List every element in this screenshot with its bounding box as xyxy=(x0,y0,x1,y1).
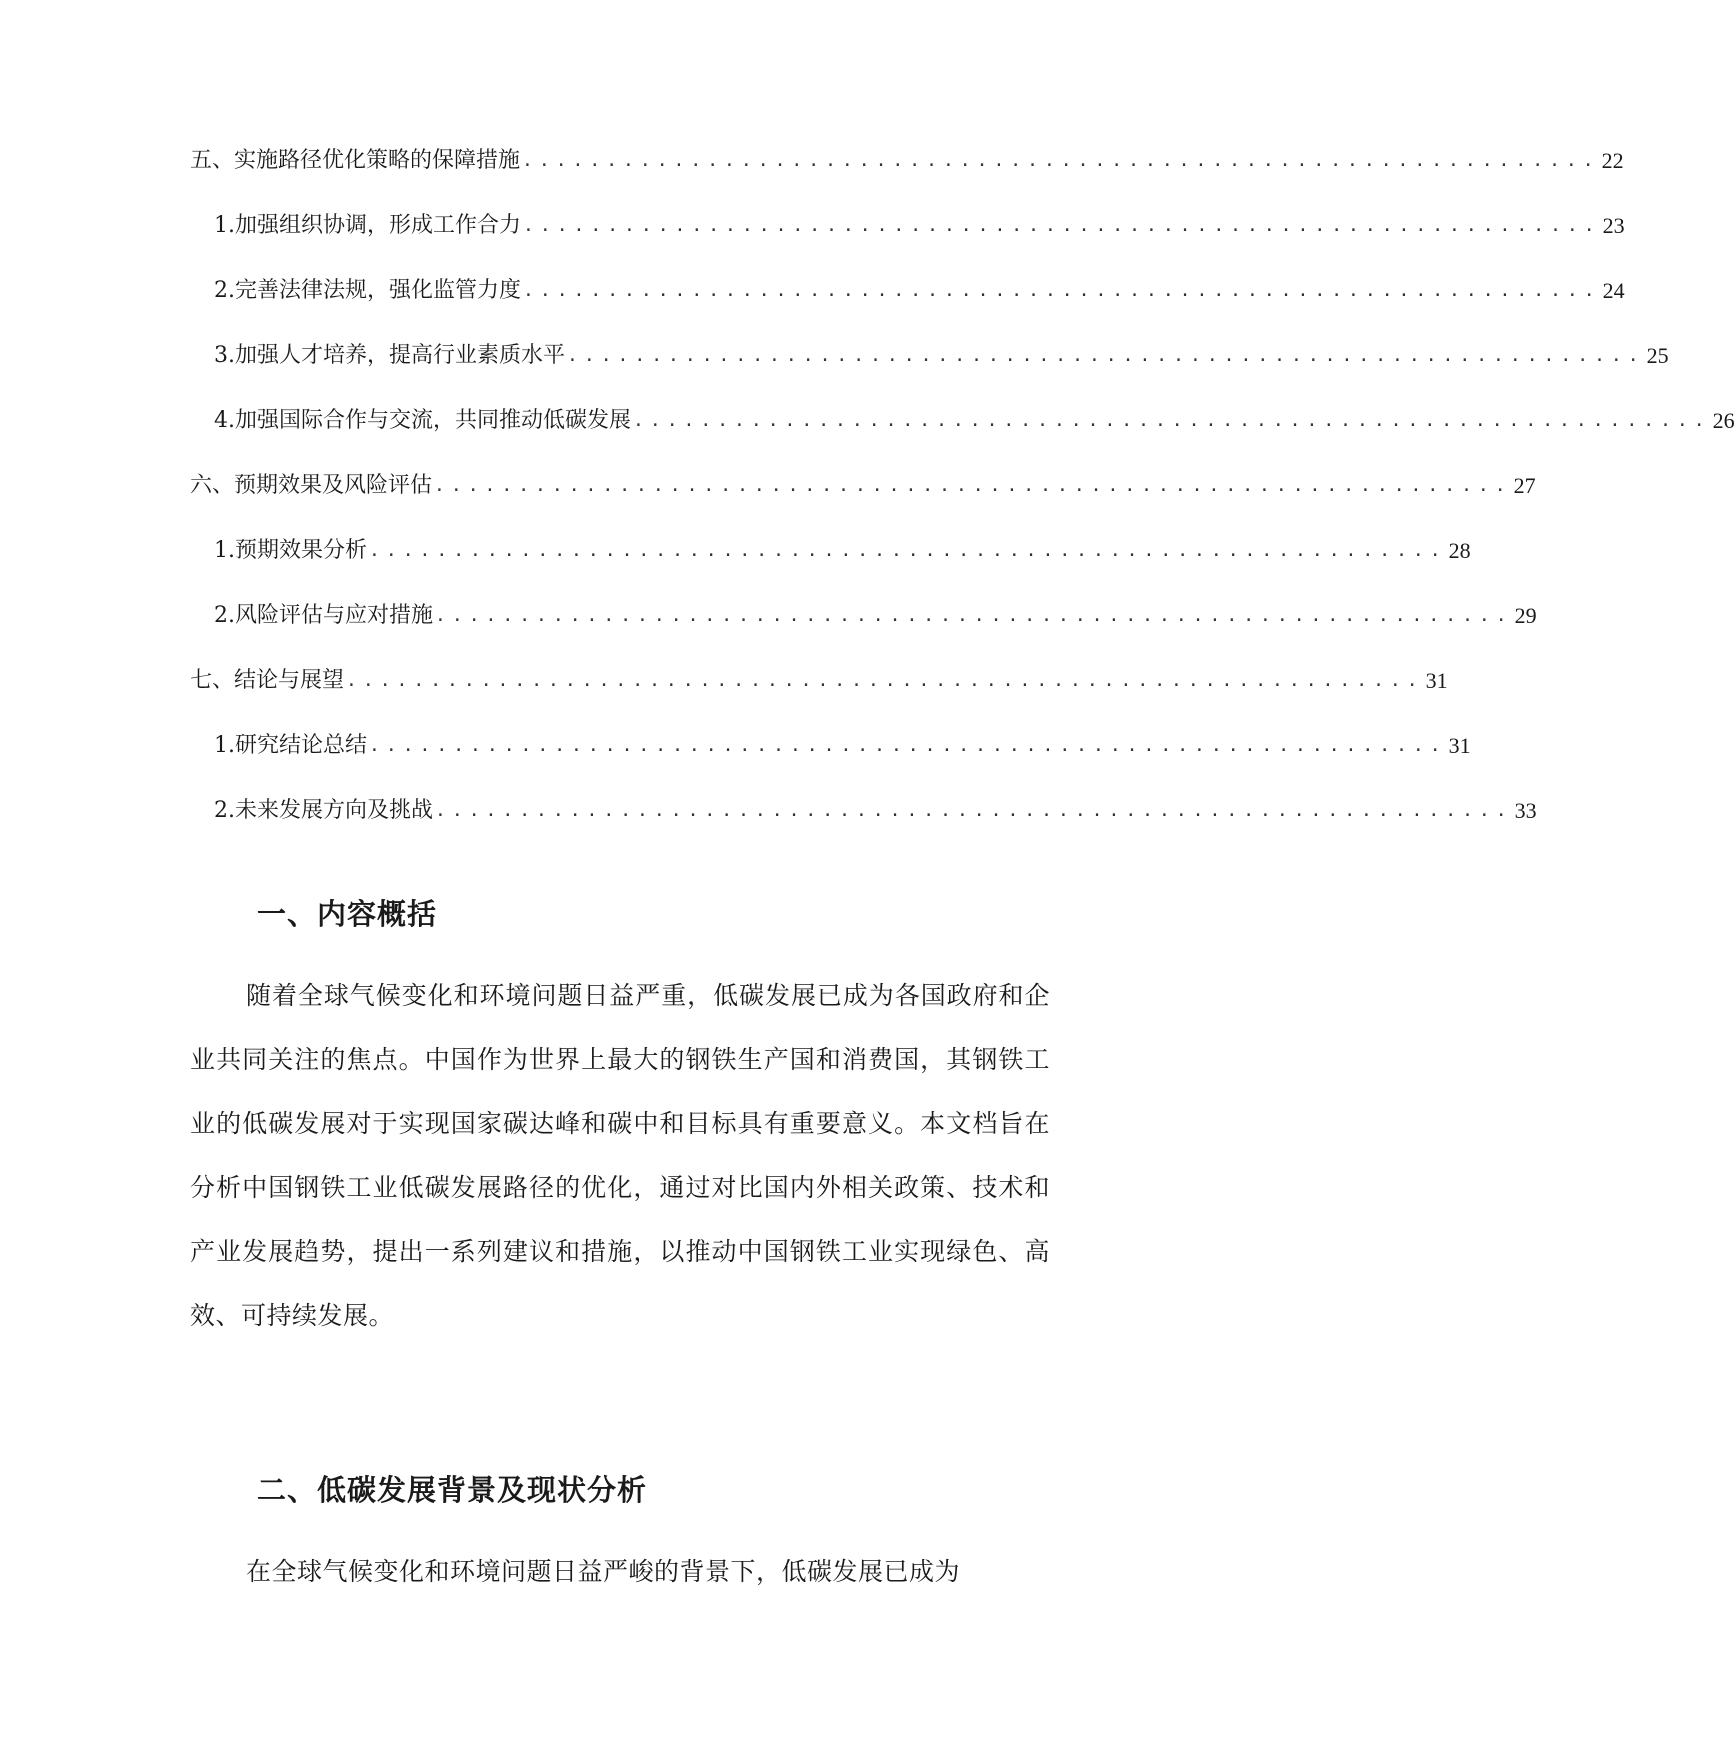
section-heading-1: 一、内容概括 xyxy=(257,897,438,931)
toc-entry-number: 1. xyxy=(214,538,235,563)
toc-page-number: 22 xyxy=(1601,148,1624,173)
toc-entry-number: 1. xyxy=(214,733,235,758)
toc-dot-leader: ................................................................ xyxy=(434,475,1512,496)
toc-entry-number: 2. xyxy=(214,603,235,628)
toc-entry-title: 预期效果分析 xyxy=(235,538,368,563)
toc-entry-title: 六、预期效果及风险评估 xyxy=(190,473,433,498)
toc-entry-5-2[interactable] xyxy=(190,276,1625,341)
toc-dot-leader: ................................................................ xyxy=(523,280,1601,301)
toc-page-number: 24 xyxy=(1602,278,1625,303)
toc-page-number: 28 xyxy=(1448,538,1471,563)
toc-page-number: 31 xyxy=(1448,733,1471,758)
toc-page-number: 31 xyxy=(1425,668,1448,693)
toc-entry-chapter-5[interactable] xyxy=(190,146,1624,211)
section-body-2: 在全球气候变化和环境问题日益严峻的背景下，低碳发展已成为 xyxy=(246,1557,961,1586)
toc-dot-leader: ................................................................ xyxy=(369,540,1447,561)
toc-entry-number: 3. xyxy=(214,343,235,368)
toc-page-number: 33 xyxy=(1514,798,1537,823)
toc-page-number: 27 xyxy=(1513,473,1536,498)
toc-entry-title: 完善法律法规，强化监管力度 xyxy=(235,278,522,303)
toc-entry-title: 加强国际合作与交流，共同推动低碳发展 xyxy=(235,408,632,433)
toc-entry-chapter-7[interactable] xyxy=(190,666,1448,731)
toc-entry-number: 1. xyxy=(214,213,235,238)
toc-entry-number: 4. xyxy=(214,408,235,433)
toc-dot-leader: ................................................................ xyxy=(633,410,1711,431)
toc-dot-leader: ................................................................ xyxy=(435,605,1513,626)
toc-dot-leader: ................................................................ xyxy=(346,670,1424,691)
toc-entry-6-2[interactable] xyxy=(190,601,1537,666)
toc-entry-number: 2. xyxy=(214,798,235,823)
toc-entry-title: 研究结论总结 xyxy=(235,733,368,758)
toc-dot-leader: ................................................................ xyxy=(522,150,1600,171)
toc-entry-5-1[interactable] xyxy=(190,211,1625,276)
table-of-contents xyxy=(190,146,1735,861)
toc-dot-leader: ................................................................ xyxy=(567,345,1645,366)
toc-dot-leader: ................................................................ xyxy=(435,800,1513,821)
toc-entry-5-3[interactable] xyxy=(190,341,1669,406)
toc-entry-6-1[interactable] xyxy=(190,536,1471,601)
toc-entry-chapter-6[interactable] xyxy=(190,471,1536,536)
toc-entry-7-2[interactable] xyxy=(190,796,1537,861)
toc-entry-5-4[interactable] xyxy=(190,406,1735,471)
toc-entry-title: 风险评估与应对措施 xyxy=(235,603,434,628)
toc-page-number: 23 xyxy=(1602,213,1625,238)
toc-entry-title: 加强人才培养，提高行业素质水平 xyxy=(235,343,566,368)
section-heading-2: 二、低碳发展背景及现状分析 xyxy=(257,1473,648,1507)
toc-page-number: 29 xyxy=(1514,603,1537,628)
toc-dot-leader: ................................................................ xyxy=(369,735,1447,756)
toc-page-number: 26 xyxy=(1712,408,1735,433)
toc-entry-title: 加强组织协调，形成工作合力 xyxy=(235,213,522,238)
toc-page-number: 25 xyxy=(1646,343,1669,368)
toc-entry-7-1[interactable] xyxy=(190,731,1471,796)
toc-dot-leader: ................................................................ xyxy=(523,215,1601,236)
toc-entry-title: 未来发展方向及挑战 xyxy=(235,798,434,823)
toc-entry-title: 七、结论与展望 xyxy=(190,668,345,693)
toc-entry-title: 五、实施路径优化策略的保障措施 xyxy=(190,148,521,173)
toc-entry-number: 2. xyxy=(214,278,235,303)
section-body-1: 随着全球气候变化和环境问题日益严重，低碳发展已成为各国政府和企业共同关注的焦点。中国作为世界上最大的钢铁生产国和消费国，其钢铁工业的低碳发展对于实现国家碳达峰和碳中和目标具有重要意义。本文档旨在分析中国钢铁工业低碳发展路径的优化，通过对比国内外相关政策、技术和产业发展趋势，提出一系列建议和措施，以推动中国钢铁工业实现绿色、高效、可持续发展。 xyxy=(190,981,1050,1330)
